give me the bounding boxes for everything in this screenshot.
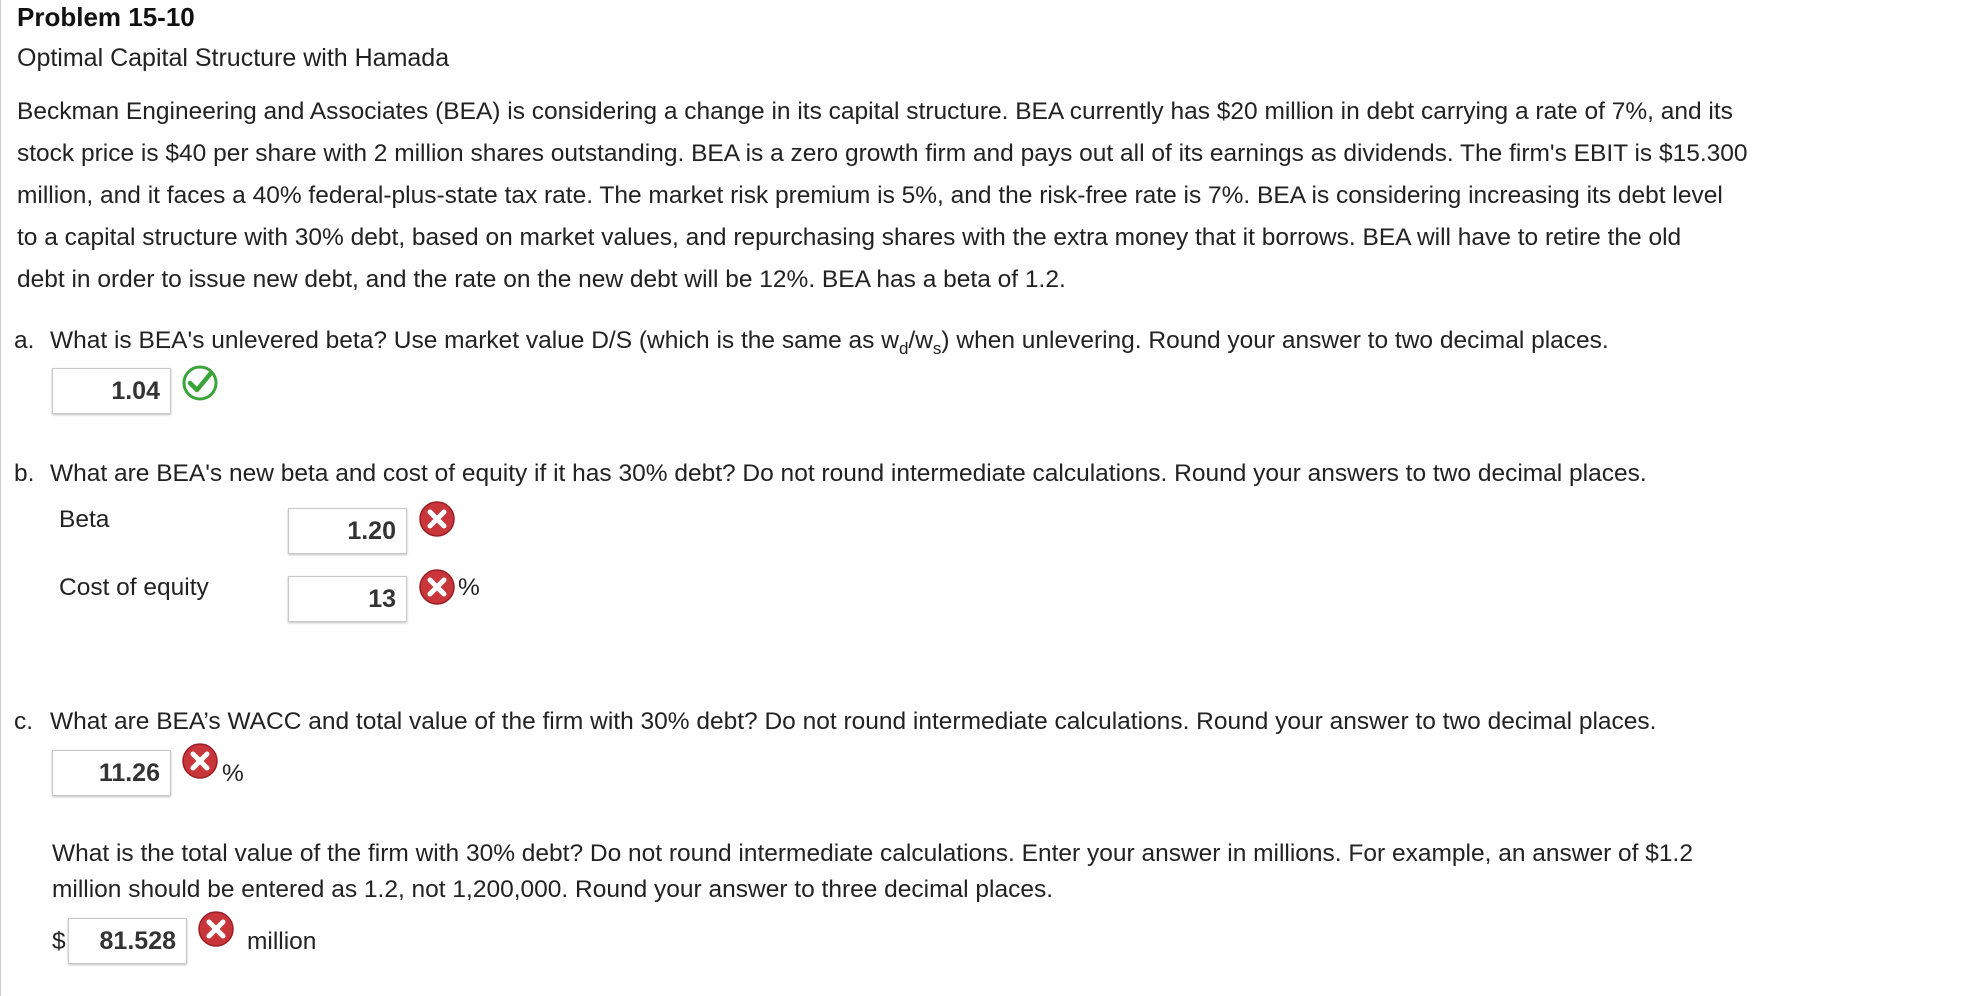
question-a-text-post: ) when unlevering. Round your answer to two decimal places. bbox=[941, 327, 1609, 354]
subscript-d: d bbox=[898, 338, 909, 358]
question-b bbox=[14, 460, 1647, 488]
subscript-s: s bbox=[932, 338, 942, 358]
percent-unit: % bbox=[458, 574, 480, 601]
problem-title: Problem 15-10 bbox=[17, 2, 195, 32]
million-unit: million bbox=[247, 928, 317, 955]
incorrect-x-icon bbox=[418, 500, 456, 538]
cost-of-equity-label: Cost of equity bbox=[59, 574, 209, 601]
statement-line: to a capital structure with 30% debt, based on market values, and repurchasing shares with the extra money that it borrows. BEA will have to retire the old bbox=[17, 224, 1682, 251]
unlevered-beta-input[interactable]: 1.04 bbox=[52, 368, 171, 414]
problem-subtitle: Optimal Capital Structure with Hamada bbox=[17, 44, 450, 72]
total-value-input[interactable]: 81.528 bbox=[68, 918, 187, 964]
wacc-input[interactable]: 11.26 bbox=[52, 750, 171, 796]
incorrect-x-icon bbox=[197, 910, 235, 948]
question-c-text: What are BEA’s WACC and total value of the firm with 30% debt? Do not round intermediate calculations. Round your answer to two decimal places. bbox=[50, 708, 1657, 735]
question-a-text-pre: What is BEA's unlevered beta? Use market value D/S (which is the same as w bbox=[50, 327, 899, 354]
question-a bbox=[14, 327, 1609, 359]
cost-of-equity-input[interactable]: 13 bbox=[288, 576, 407, 622]
dollar-prefix: $ bbox=[52, 928, 66, 955]
incorrect-x-icon bbox=[418, 568, 456, 606]
statement-line: stock price is $40 per share with 2 million shares outstanding. BEA is a zero growth firm and pays out all of its earnings as dividends. The firm's EBIT is $15.300 bbox=[17, 140, 1748, 167]
incorrect-x-icon bbox=[181, 742, 219, 780]
question-letter: b. bbox=[14, 460, 35, 487]
question-b-text: What are BEA's new beta and cost of equity if it has 30% debt? Do not round intermediate calculations. Round your answers to two decimal places. bbox=[50, 460, 1647, 487]
question-letter: c. bbox=[14, 708, 34, 735]
question-c bbox=[14, 708, 1656, 736]
beta-label: Beta bbox=[59, 506, 110, 533]
new-beta-input[interactable]: 1.20 bbox=[288, 508, 407, 554]
statement-line: Beckman Engineering and Associates (BEA) is considering a change in its capital structure. BEA currently has $20 million in debt carrying a rate of 7%, and its bbox=[17, 98, 1733, 125]
total-value-question-line2: million should be entered as 1.2, not 1,200,000. Round your answer to three decimal places. bbox=[52, 876, 1054, 903]
correct-check-icon bbox=[181, 364, 219, 402]
total-value-question-line1: What is the total value of the firm with 30% debt? Do not round intermediate calculations. Enter your answer in millions. For example, an answer of $1.2 bbox=[52, 840, 1693, 867]
statement-line: debt in order to issue new debt, and the rate on the new debt will be 12%. BEA has a beta of 1.2. bbox=[17, 266, 1066, 293]
question-a-text-mid: /w bbox=[908, 327, 933, 354]
question-letter: a. bbox=[14, 327, 35, 354]
problem-statement bbox=[17, 91, 1967, 301]
statement-line: million, and it faces a 40% federal-plus-state tax rate. The market risk premium is 5%, and the risk-free rate is 7%. BEA is considering increasing its debt level bbox=[17, 182, 1723, 209]
percent-unit: % bbox=[222, 760, 244, 787]
